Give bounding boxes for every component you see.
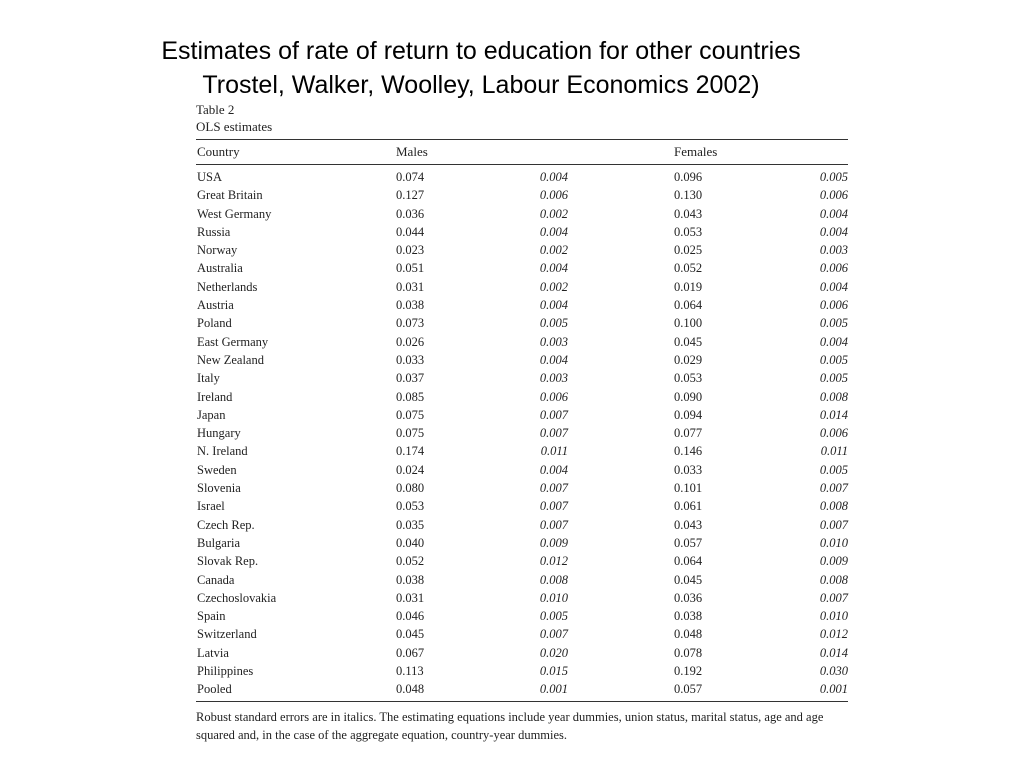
row-male-std-error: 0.002 bbox=[539, 243, 568, 258]
slide-title-line-1: Estimates of rate of return to education for other countries bbox=[161, 37, 801, 65]
row-male-estimate: 0.067 bbox=[396, 645, 425, 660]
row-female-std-error: 0.006 bbox=[819, 426, 848, 441]
row-female-std-error: 0.006 bbox=[819, 188, 848, 203]
row-female-estimate: 0.052 bbox=[674, 261, 703, 276]
table-row bbox=[196, 296, 848, 314]
table-row bbox=[196, 388, 848, 406]
table-row bbox=[196, 589, 848, 607]
row-female-estimate: 0.061 bbox=[674, 499, 703, 514]
row-male-std-error: 0.003 bbox=[539, 371, 568, 386]
row-female-std-error: 0.007 bbox=[819, 517, 848, 532]
row-country: Canada bbox=[197, 572, 235, 587]
row-female-std-error: 0.010 bbox=[819, 535, 848, 550]
row-female-estimate: 0.048 bbox=[674, 627, 703, 642]
row-female-std-error: 0.008 bbox=[819, 572, 848, 587]
row-female-std-error: 0.005 bbox=[819, 316, 848, 331]
row-female-std-error: 0.007 bbox=[819, 590, 848, 605]
row-male-estimate: 0.113 bbox=[396, 664, 424, 679]
row-male-std-error: 0.004 bbox=[539, 170, 568, 184]
row-female-std-error: 0.005 bbox=[819, 462, 848, 477]
row-male-std-error: 0.005 bbox=[539, 609, 568, 624]
row-male-std-error: 0.001 bbox=[539, 682, 568, 697]
row-male-std-error: 0.009 bbox=[539, 535, 568, 550]
row-country: Ireland bbox=[197, 389, 233, 404]
row-male-estimate: 0.044 bbox=[396, 224, 425, 239]
row-country: Bulgaria bbox=[197, 535, 241, 550]
row-male-std-error: 0.010 bbox=[539, 590, 568, 605]
row-male-estimate: 0.026 bbox=[396, 334, 425, 349]
table-row bbox=[196, 479, 848, 497]
row-male-std-error: 0.008 bbox=[539, 572, 568, 587]
table-row bbox=[196, 278, 848, 296]
row-female-estimate: 0.100 bbox=[674, 316, 703, 331]
row-female-estimate: 0.019 bbox=[674, 279, 703, 294]
row-male-estimate: 0.031 bbox=[396, 279, 425, 294]
row-country: USA bbox=[197, 170, 223, 184]
row-female-estimate: 0.101 bbox=[674, 481, 703, 496]
row-male-estimate: 0.038 bbox=[396, 572, 425, 587]
row-female-estimate: 0.043 bbox=[674, 206, 703, 221]
row-country: Czechoslovakia bbox=[197, 590, 277, 605]
row-male-std-error: 0.007 bbox=[539, 426, 568, 441]
row-male-estimate: 0.037 bbox=[396, 371, 425, 386]
table-row bbox=[196, 680, 848, 698]
header-males: Males bbox=[396, 144, 428, 159]
table-row bbox=[196, 424, 848, 442]
row-male-estimate: 0.073 bbox=[396, 316, 425, 331]
row-female-estimate: 0.096 bbox=[674, 170, 703, 184]
row-male-estimate: 0.075 bbox=[396, 407, 425, 422]
row-female-std-error: 0.006 bbox=[819, 298, 848, 313]
table-row bbox=[196, 607, 848, 625]
row-male-estimate: 0.035 bbox=[396, 517, 425, 532]
row-country: Spain bbox=[197, 609, 226, 624]
row-female-estimate: 0.090 bbox=[674, 389, 703, 404]
row-country: N. Ireland bbox=[197, 444, 248, 459]
row-country: West Germany bbox=[197, 206, 272, 221]
row-country: Slovenia bbox=[197, 481, 241, 496]
row-female-std-error: 0.014 bbox=[819, 645, 848, 660]
row-female-std-error: 0.004 bbox=[819, 224, 848, 239]
row-female-std-error: 0.014 bbox=[819, 407, 848, 422]
row-female-estimate: 0.064 bbox=[674, 298, 703, 313]
row-female-estimate: 0.033 bbox=[674, 462, 703, 477]
row-male-estimate: 0.040 bbox=[396, 535, 425, 550]
row-country: Israel bbox=[197, 499, 225, 514]
row-female-std-error: 0.007 bbox=[819, 481, 848, 496]
row-country: Pooled bbox=[197, 682, 232, 697]
row-female-estimate: 0.094 bbox=[674, 407, 703, 422]
row-male-std-error: 0.002 bbox=[539, 206, 568, 221]
row-male-std-error: 0.003 bbox=[539, 334, 568, 349]
row-male-std-error: 0.007 bbox=[539, 627, 568, 642]
table-subtitle: OLS estimates bbox=[196, 119, 273, 134]
row-country: Australia bbox=[197, 261, 243, 276]
row-male-estimate: 0.023 bbox=[396, 243, 425, 258]
row-male-estimate: 0.174 bbox=[396, 444, 425, 459]
row-male-std-error: 0.007 bbox=[539, 517, 568, 532]
table-row bbox=[196, 442, 848, 460]
row-female-estimate: 0.045 bbox=[674, 334, 703, 349]
table-row bbox=[196, 406, 848, 424]
row-country: Russia bbox=[197, 224, 231, 239]
row-country: Philippines bbox=[197, 664, 254, 679]
row-female-std-error: 0.010 bbox=[819, 609, 848, 624]
row-male-std-error: 0.005 bbox=[539, 316, 568, 331]
row-country: Latvia bbox=[197, 645, 229, 660]
row-male-std-error: 0.020 bbox=[539, 645, 568, 660]
row-male-estimate: 0.038 bbox=[396, 298, 425, 313]
table-row bbox=[196, 644, 848, 662]
row-country: Czech Rep. bbox=[197, 517, 255, 532]
row-male-estimate: 0.127 bbox=[396, 188, 425, 203]
table-row bbox=[196, 351, 848, 369]
row-country: Austria bbox=[197, 298, 234, 313]
row-male-std-error: 0.006 bbox=[539, 389, 568, 404]
header-country: Country bbox=[197, 144, 240, 159]
row-male-std-error: 0.004 bbox=[539, 261, 568, 276]
row-male-std-error: 0.011 bbox=[540, 444, 568, 459]
row-female-std-error: 0.030 bbox=[819, 664, 848, 679]
table-row bbox=[196, 534, 848, 552]
table-footnote: Robust standard errors are in italics. The estimating equations include year dummies, union status, marital status, age and age squared and, in the case of the aggregate equation, country-year dummies. bbox=[196, 709, 824, 742]
row-female-std-error: 0.005 bbox=[819, 352, 848, 367]
row-male-std-error: 0.002 bbox=[539, 279, 568, 294]
row-country: Netherlands bbox=[197, 279, 258, 294]
row-female-std-error: 0.008 bbox=[819, 389, 848, 404]
row-female-estimate: 0.078 bbox=[674, 645, 703, 660]
row-female-estimate: 0.057 bbox=[674, 535, 703, 550]
row-female-estimate: 0.057 bbox=[674, 682, 703, 697]
table-row bbox=[196, 516, 848, 534]
row-male-estimate: 0.075 bbox=[396, 426, 425, 441]
table-row bbox=[196, 333, 848, 351]
row-female-std-error: 0.012 bbox=[819, 627, 848, 642]
table-label: Table 2 bbox=[196, 102, 235, 117]
row-female-estimate: 0.043 bbox=[674, 517, 703, 532]
row-country: Hungary bbox=[197, 426, 241, 441]
row-female-std-error: 0.001 bbox=[819, 682, 848, 697]
table-row bbox=[196, 314, 848, 332]
row-female-estimate: 0.025 bbox=[674, 243, 703, 258]
row-country: Sweden bbox=[197, 462, 237, 477]
row-female-std-error: 0.008 bbox=[819, 499, 848, 514]
row-female-estimate: 0.053 bbox=[674, 224, 703, 239]
table-row bbox=[196, 369, 848, 387]
row-male-std-error: 0.004 bbox=[539, 352, 568, 367]
table-row bbox=[196, 223, 848, 241]
row-male-std-error: 0.006 bbox=[539, 188, 568, 203]
row-country: Japan bbox=[197, 407, 226, 422]
table-row bbox=[196, 497, 848, 515]
ols-estimates-table bbox=[196, 101, 848, 744]
slide-title bbox=[0, 34, 962, 102]
row-male-std-error: 0.015 bbox=[539, 664, 568, 679]
table-row bbox=[196, 552, 848, 570]
table-row bbox=[196, 186, 848, 204]
header-females: Females bbox=[674, 144, 718, 159]
row-male-estimate: 0.074 bbox=[396, 170, 425, 184]
row-country: New Zealand bbox=[197, 352, 264, 367]
row-male-estimate: 0.045 bbox=[396, 627, 425, 642]
table-bottom-rule bbox=[196, 701, 848, 702]
row-male-std-error: 0.004 bbox=[539, 462, 568, 477]
row-male-estimate: 0.052 bbox=[396, 554, 425, 569]
row-female-std-error: 0.004 bbox=[819, 334, 848, 349]
row-female-estimate: 0.053 bbox=[674, 371, 703, 386]
row-male-estimate: 0.033 bbox=[396, 352, 425, 367]
row-male-estimate: 0.031 bbox=[396, 590, 425, 605]
table-row bbox=[196, 461, 848, 479]
table-row bbox=[196, 625, 848, 643]
row-country: Switzerland bbox=[197, 627, 257, 642]
row-female-estimate: 0.192 bbox=[674, 664, 703, 679]
row-male-std-error: 0.004 bbox=[539, 298, 568, 313]
row-country: Norway bbox=[197, 243, 238, 258]
row-female-std-error: 0.003 bbox=[819, 243, 848, 258]
row-female-estimate: 0.146 bbox=[674, 444, 703, 459]
row-female-estimate: 0.029 bbox=[674, 352, 703, 367]
table-row bbox=[196, 168, 848, 186]
row-female-std-error: 0.004 bbox=[819, 206, 848, 221]
row-male-std-error: 0.007 bbox=[539, 407, 568, 422]
row-male-estimate: 0.053 bbox=[396, 499, 425, 514]
row-female-std-error: 0.009 bbox=[819, 554, 848, 569]
row-country: Poland bbox=[197, 316, 232, 331]
row-female-std-error: 0.011 bbox=[820, 444, 848, 459]
row-female-estimate: 0.036 bbox=[674, 590, 703, 605]
row-female-estimate: 0.038 bbox=[674, 609, 703, 624]
row-female-std-error: 0.006 bbox=[819, 261, 848, 276]
row-country: Slovak Rep. bbox=[197, 554, 259, 569]
table-row bbox=[196, 241, 848, 259]
row-female-estimate: 0.130 bbox=[674, 188, 703, 203]
table-body bbox=[196, 165, 848, 701]
row-male-estimate: 0.051 bbox=[396, 261, 425, 276]
row-male-estimate: 0.085 bbox=[396, 389, 425, 404]
row-female-std-error: 0.005 bbox=[819, 170, 848, 184]
row-country: East Germany bbox=[197, 334, 269, 349]
row-male-std-error: 0.004 bbox=[539, 224, 568, 239]
slide-title-line-2: Trostel, Walker, Woolley, Labour Economics 2002) bbox=[202, 71, 760, 99]
row-male-std-error: 0.012 bbox=[539, 554, 568, 569]
row-female-std-error: 0.004 bbox=[819, 279, 848, 294]
row-female-estimate: 0.045 bbox=[674, 572, 703, 587]
row-male-estimate: 0.080 bbox=[396, 481, 425, 496]
row-male-estimate: 0.048 bbox=[396, 682, 425, 697]
row-male-estimate: 0.036 bbox=[396, 206, 425, 221]
row-country: Italy bbox=[197, 371, 220, 386]
row-female-std-error: 0.005 bbox=[819, 371, 848, 386]
table-row bbox=[196, 662, 848, 680]
table-row bbox=[196, 259, 848, 277]
row-female-estimate: 0.064 bbox=[674, 554, 703, 569]
row-male-std-error: 0.007 bbox=[539, 499, 568, 514]
row-country: Great Britain bbox=[197, 188, 263, 203]
table-row bbox=[196, 571, 848, 589]
table-header-row bbox=[196, 140, 848, 164]
row-male-std-error: 0.007 bbox=[539, 481, 568, 496]
table-row bbox=[196, 205, 848, 223]
row-male-estimate: 0.046 bbox=[396, 609, 425, 624]
row-male-estimate: 0.024 bbox=[396, 462, 425, 477]
row-female-estimate: 0.077 bbox=[674, 426, 703, 441]
